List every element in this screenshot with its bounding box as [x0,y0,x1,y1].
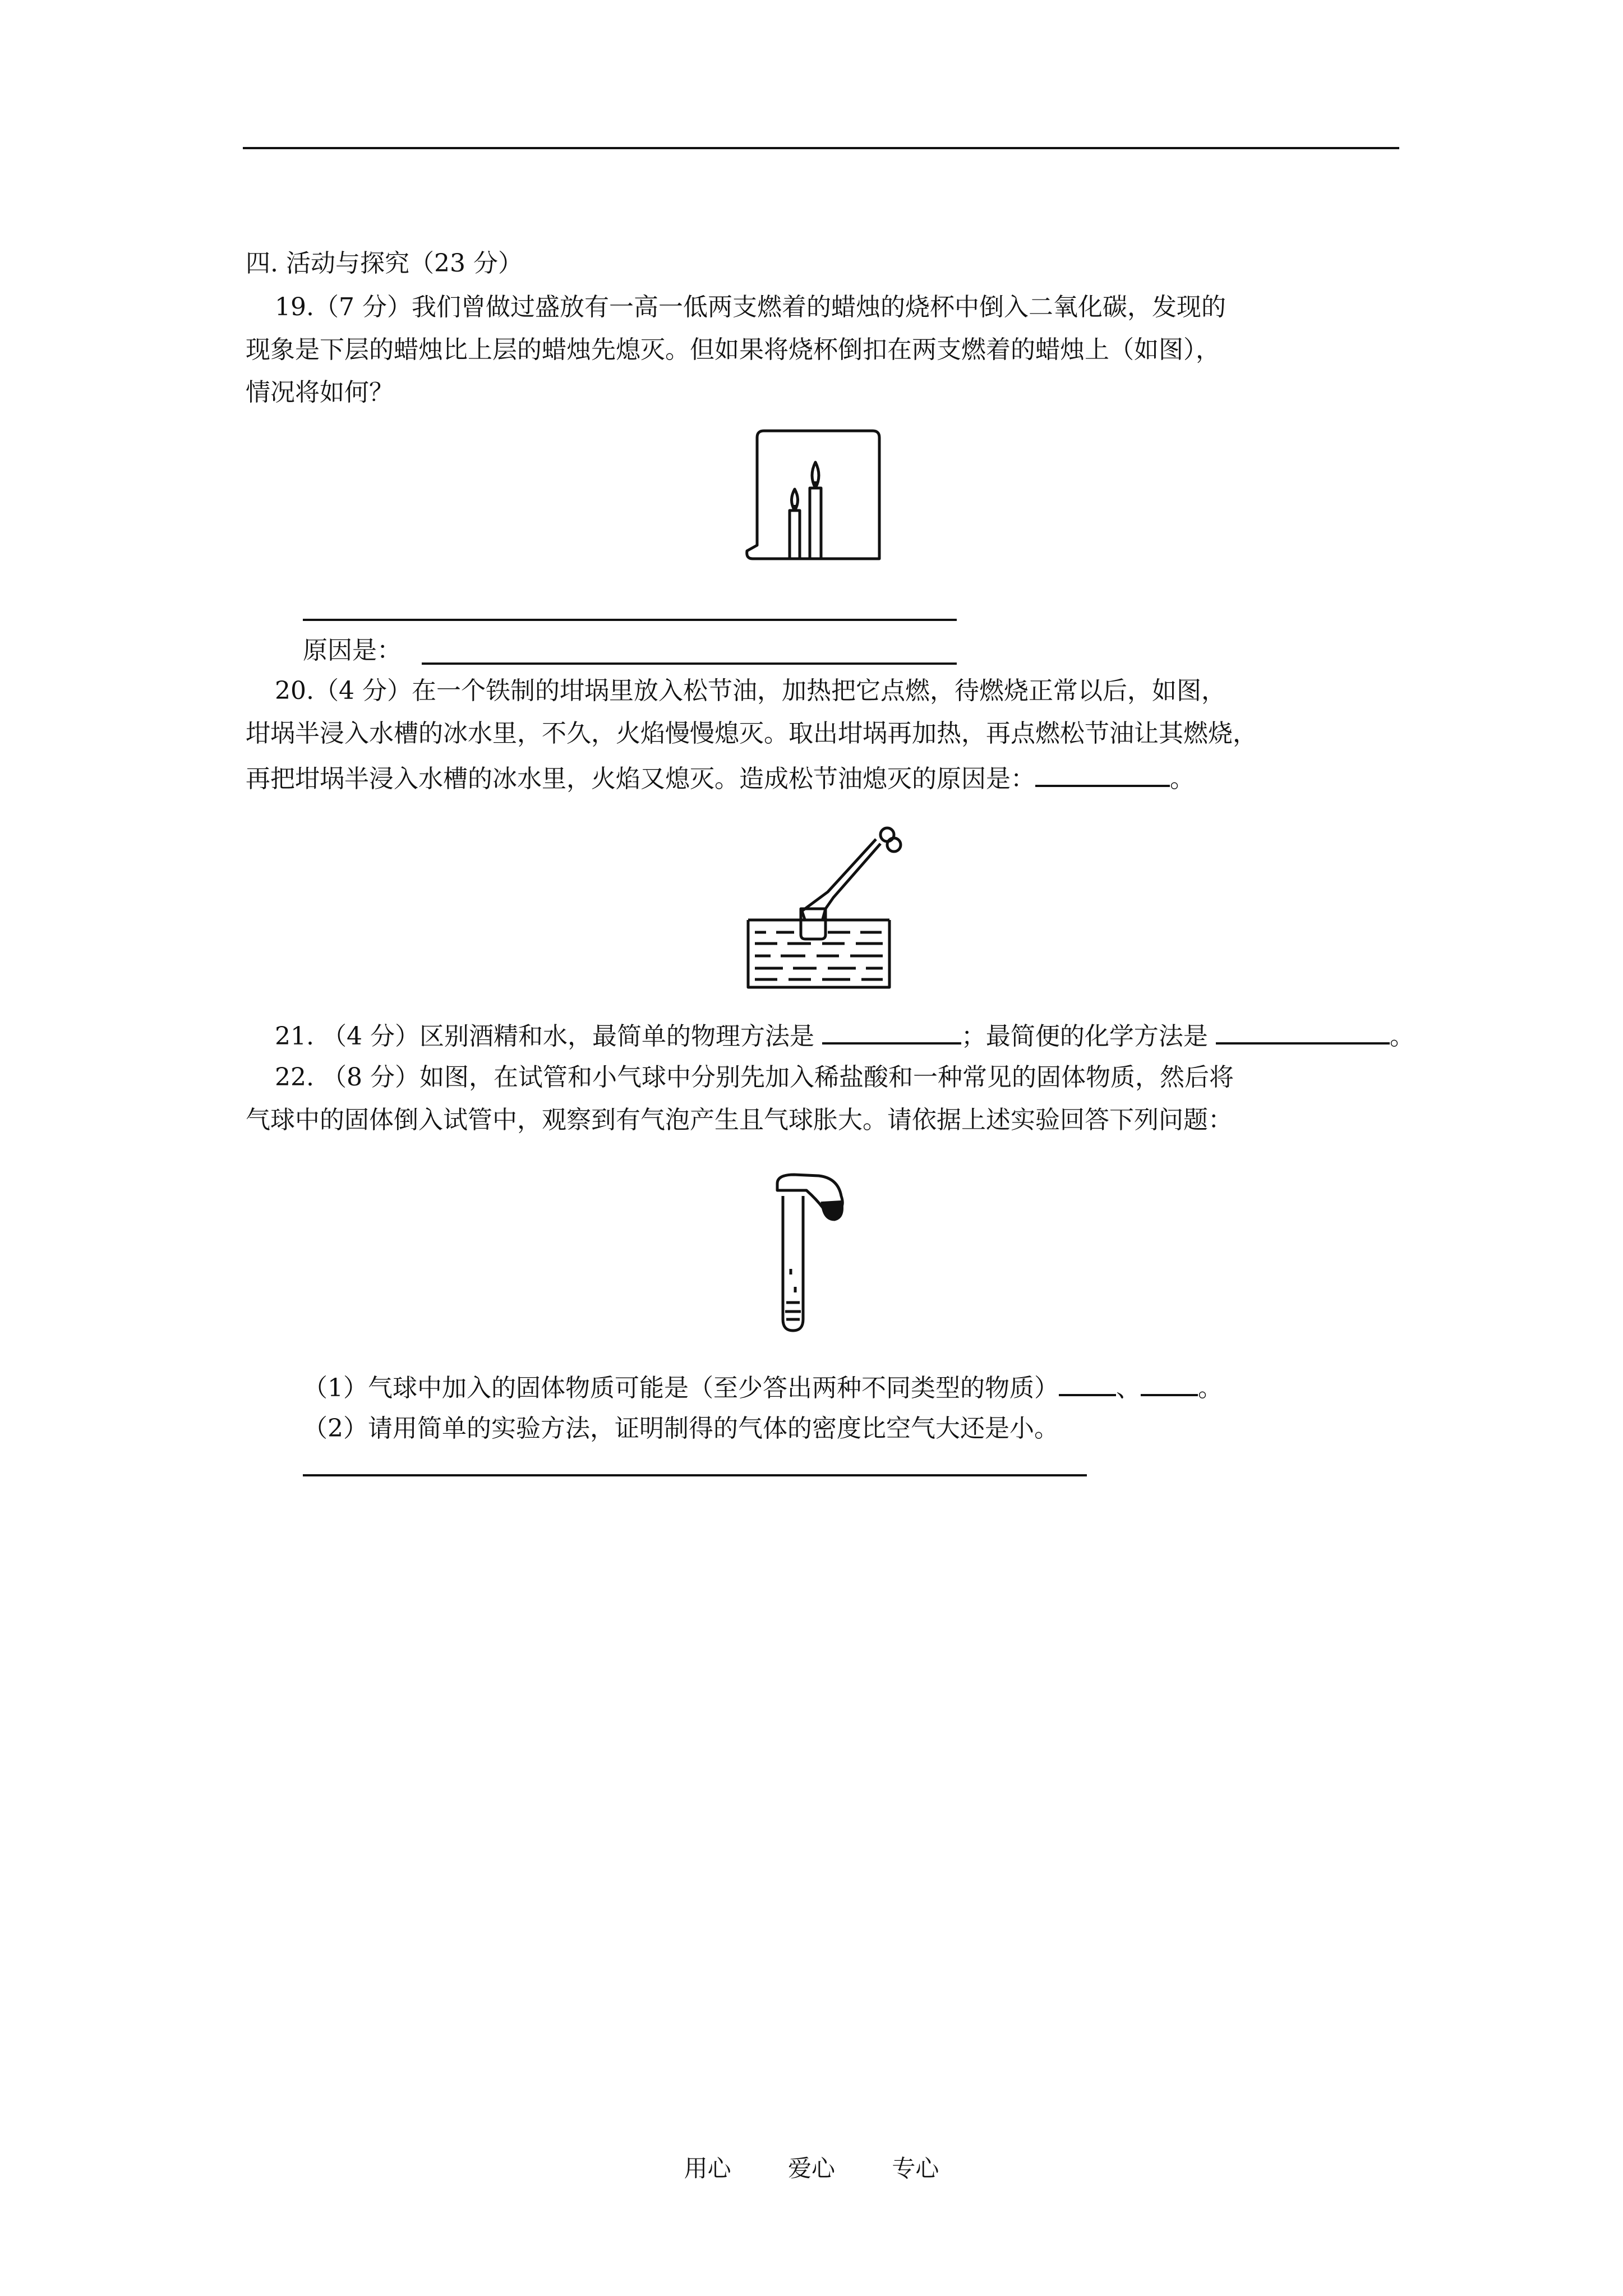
footer-item: 专心 [892,2155,939,2182]
q21-text-b: ；最简便的化学方法是 [961,1022,1216,1051]
q19-reason-blank[interactable] [422,662,957,665]
q19-answer-line[interactable] [303,619,957,621]
q19-line-2: 现象是下层的蜡烛比上层的蜡烛先熄灭。但如果将烧杯倒扣在两支燃着的蜡烛上（如图）， [246,335,1220,364]
q20-answer-blank[interactable] [1035,760,1170,787]
q22-sub-1 [303,1369,1223,1405]
q21-chemical-blank[interactable] [1216,1018,1390,1045]
footer-item: 用心 [684,2155,731,2182]
q21-physical-blank[interactable] [822,1018,961,1045]
q21-line [275,1018,1414,1053]
q22-solid-blank-1[interactable] [1059,1369,1116,1396]
q19-line-3: 情况将如何？ [246,378,394,407]
crucible-trough-figure [744,825,912,993]
q21-text-c: 。 [1389,1022,1414,1051]
header-rule [243,147,1399,149]
q20-line-2: 坩埚半浸入水槽的冰水里，不久，火焰慢慢熄灭。取出坩埚再加热，再点燃松节油让其燃烧， [246,719,1257,748]
q22-answer-line[interactable] [303,1474,1087,1476]
q19-reason-label: 原因是： [303,636,402,665]
q22-sub-1-end: 。 [1198,1374,1223,1402]
q22-sub-2: （2）请用简单的实验方法，证明制得的气体的密度比空气大还是小。 [303,1414,1059,1443]
q22-sub-1-text: （1）气球中加入的固体物质可能是（至少答出两种不同类型的物质） [303,1374,1059,1402]
q22-sub-1-sep: 、 [1116,1374,1141,1402]
q22-line-1: 22. （8 分）如图，在试管和小气球中分别先加入稀盐酸和一种常见的固体物质，然后将 [275,1063,1234,1092]
q20-line-3-end: 。 [1170,765,1195,793]
q19-line-1: 19.（7 分）我们曾做过盛放有一高一低两支燃着的蜡烛的烧杯中倒入二氧化碳，发现的 [275,293,1226,321]
q20-line-3 [246,760,1195,796]
beaker-candles-figure [740,426,886,567]
test-tube-balloon-figure [763,1168,864,1336]
section-heading: 四. 活动与探究（23 分） [246,249,523,278]
footer [0,2153,1623,2184]
footer-item: 爱心 [787,2155,835,2182]
q20-line-3-text: 再把坩埚半浸入水槽的冰水里，火焰又熄灭。造成松节油熄灭的原因是： [246,765,1035,793]
q22-line-2: 气球中的固体倒入试管中，观察到有气泡产生且气球胀大。请依据上述实验回答下列问题： [246,1106,1233,1134]
q20-line-1: 20.（4 分）在一个铁制的坩埚里放入松节油，加热把它点燃，待燃烧正常以后，如图， [275,677,1226,705]
q21-text-a: 21. （4 分）区别酒精和水，最简单的物理方法是 [275,1022,822,1051]
q22-solid-blank-2[interactable] [1141,1369,1198,1396]
